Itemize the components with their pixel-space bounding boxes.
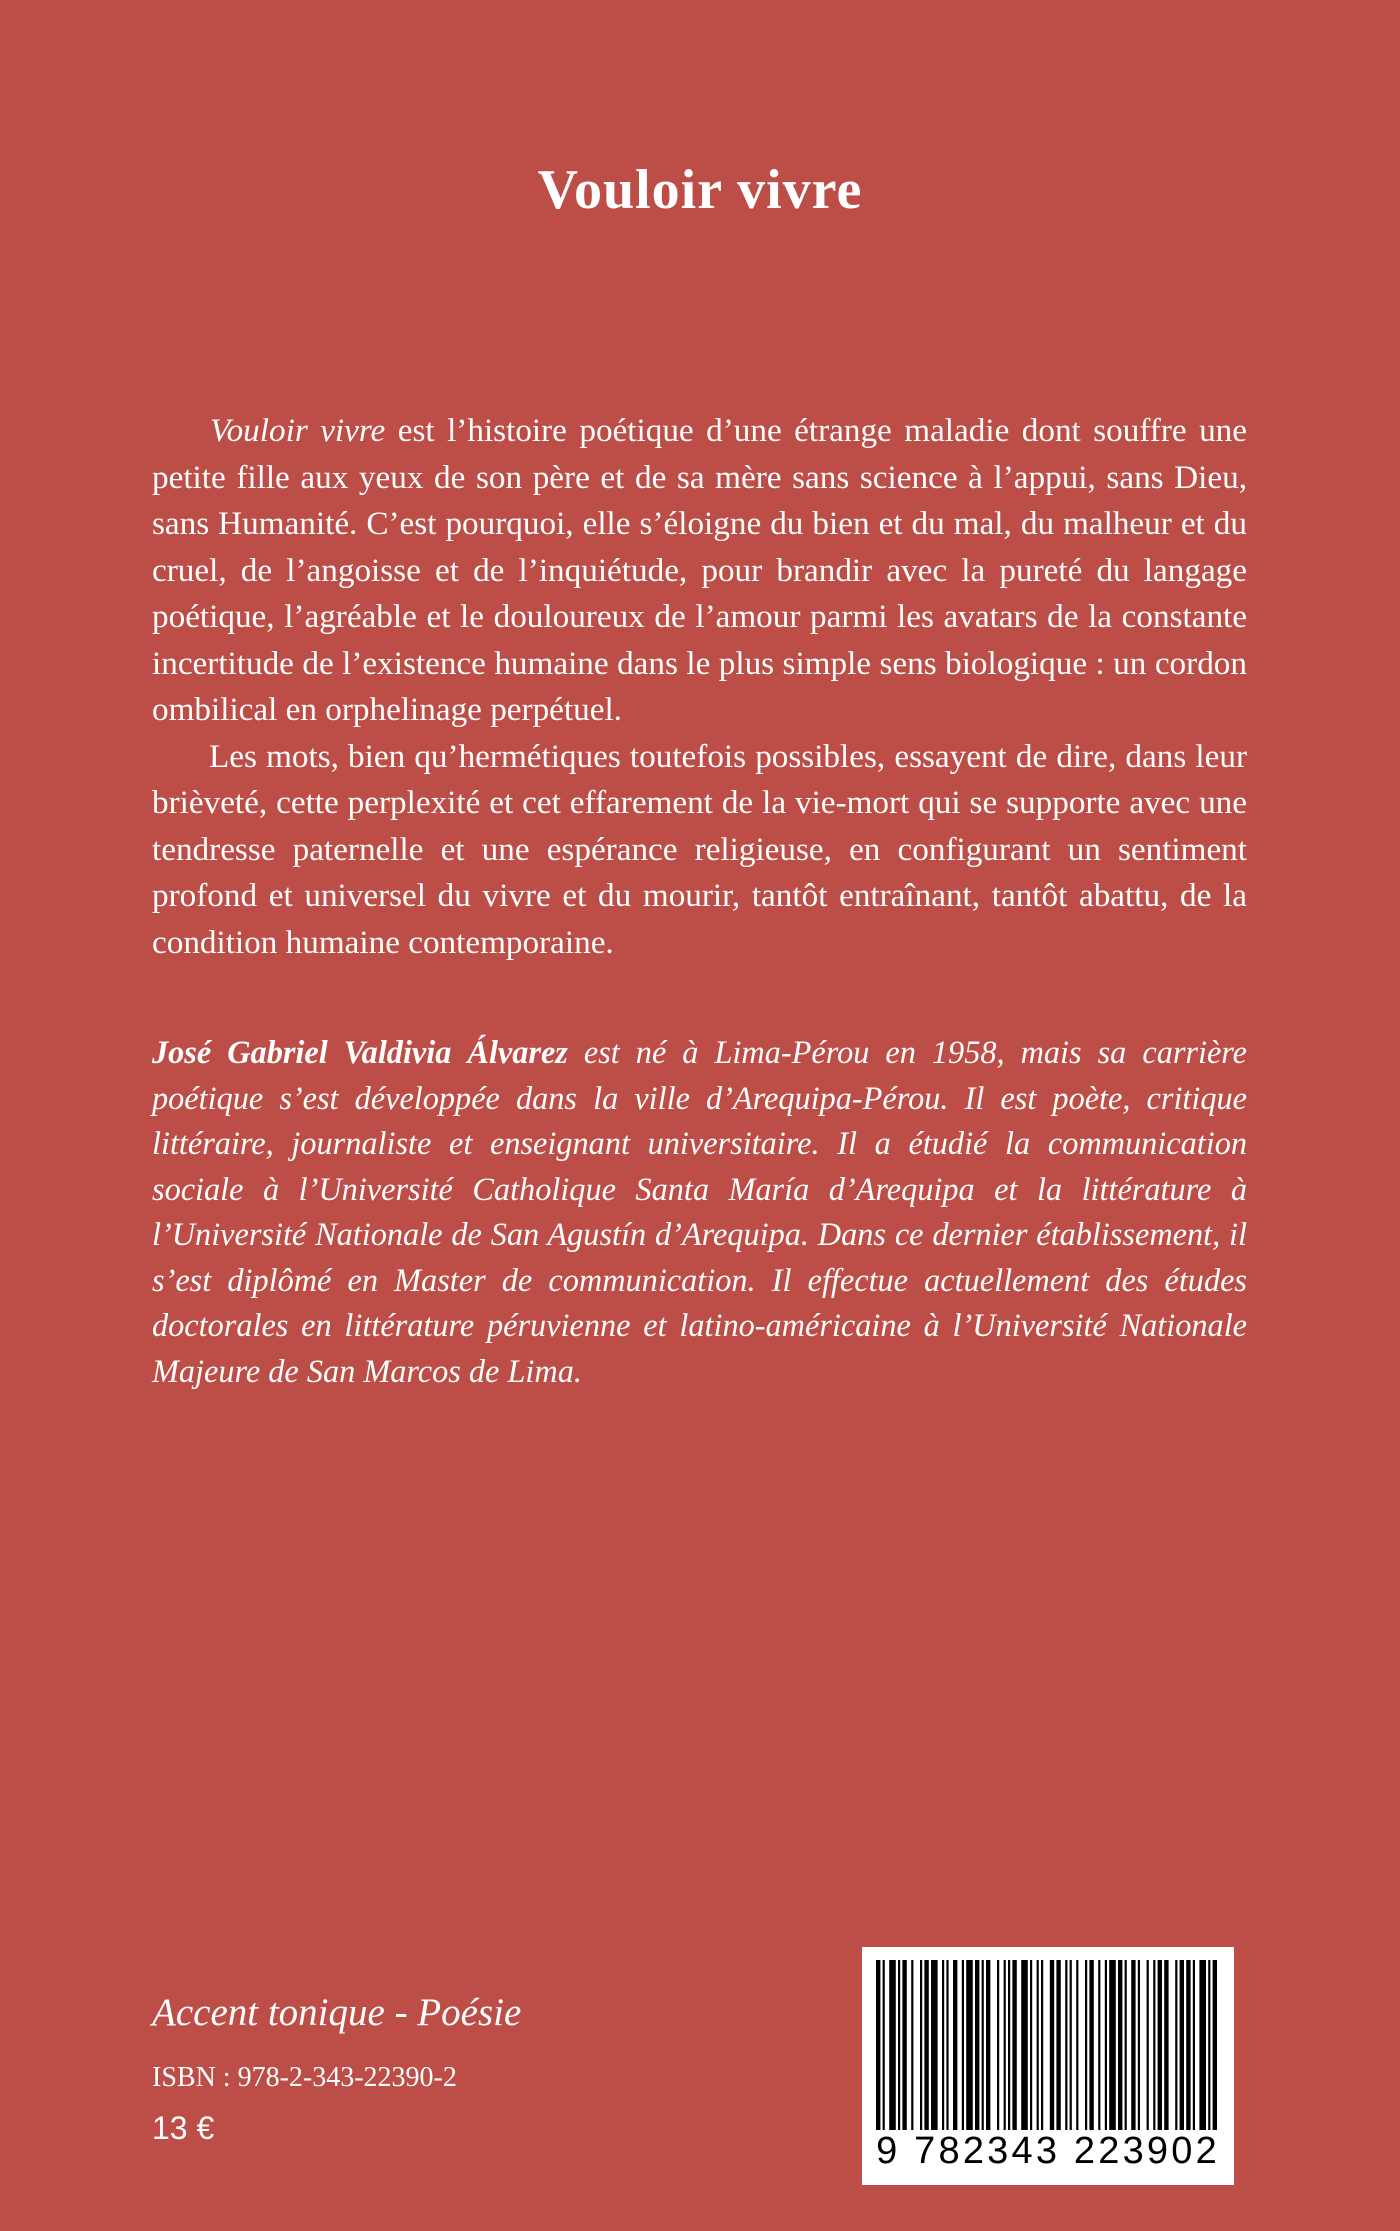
barcode-bar xyxy=(1153,1960,1155,2132)
summary-paragraph-1 xyxy=(152,408,1247,734)
barcode-bar xyxy=(1008,1960,1010,2132)
barcode-bar xyxy=(986,1960,990,2132)
author-bio-paragraph xyxy=(152,1030,1247,1394)
barcode-bar xyxy=(1193,1960,1195,2132)
author-bio xyxy=(152,1030,1247,1394)
author-bio-text: est né à Lima-Pérou en 1958, mais sa carrière poétique s’est développée dans la ville d’Arequipa-Pérou. Il est poète, critique littéraire, journaliste et enseignant universitaire. Il a étudié la communication sociale à l’Université Catholique Santa María d’Arequipa et la littérature à l’Université Nationale de San Agustín d’Arequipa. Dans ce dernier établissement, il s’est diplômé en Master de communication. Il effectue actuellement des études doctorales en littérature péruvienne et latino-américaine à l’Université Nationale Majeure de San Marcos de Lima. xyxy=(152,1034,1247,1389)
barcode-bar xyxy=(1056,1960,1060,2132)
summary-paragraph-2: Les mots, bien qu’hermétiques toutefois possibles, essayent de dire, dans leur brièveté, cette perplexité et cet effarement de la vie-mort qui se supporte avec une tendresse paternelle et une espérance religieuse, en configurant un sentiment profond et universel du vivre et du mourir, tantôt entraînant, tantôt abattu, de la condition humaine contemporaine. xyxy=(152,737,1247,961)
barcode-bar xyxy=(920,1960,922,2132)
barcode-bar xyxy=(997,1960,999,2132)
book-title: Vouloir vivre xyxy=(537,159,863,221)
barcode-bar xyxy=(1118,1960,1122,2132)
barcode-digits: 9 782343 223902 xyxy=(862,2130,1234,2173)
barcode-bar xyxy=(1085,1960,1087,2132)
barcode-bar xyxy=(1070,1960,1072,2132)
barcode-bar xyxy=(966,1960,973,2132)
barcode-bar xyxy=(1213,1960,1217,2132)
barcode-bar xyxy=(1147,1960,1149,2132)
barcode-bar xyxy=(1076,1960,1078,2132)
barcode-bar xyxy=(931,1960,938,2132)
barcode-bar xyxy=(898,1960,900,2132)
barcode-bar xyxy=(1125,1960,1127,2132)
barcode-bar xyxy=(975,1960,979,2132)
barcode-bar xyxy=(1131,1960,1135,2132)
barcode-bar xyxy=(1050,1960,1054,2132)
barcode-bar xyxy=(1158,1960,1162,2132)
summary-text xyxy=(152,408,1247,966)
barcode-bar xyxy=(953,1960,957,2132)
barcode-bar xyxy=(1208,1960,1210,2132)
barcode-bar xyxy=(1164,1960,1168,2132)
barcode-bar xyxy=(1186,1960,1190,2132)
barcode-bar xyxy=(883,1960,885,2132)
barcode-bar xyxy=(889,1960,896,2132)
barcode-bar xyxy=(1021,1960,1028,2132)
summary-title-italic: Vouloir vivre xyxy=(210,412,386,449)
barcode-bar xyxy=(1105,1960,1107,2132)
collection-name: Accent tonique - Poésie xyxy=(152,1991,522,2034)
barcode xyxy=(862,1947,1234,2185)
barcode-bar xyxy=(924,1960,928,2132)
barcode-bars xyxy=(872,1960,1224,2132)
barcode-bar xyxy=(876,1960,880,2132)
barcode-bar xyxy=(1037,1960,1039,2132)
barcode-bar xyxy=(902,1960,906,2132)
barcode-bar xyxy=(1004,1960,1006,2132)
isbn: ISBN : 978-2-343-22390-2 xyxy=(152,2062,457,2093)
barcode-bar xyxy=(1180,1960,1184,2132)
barcode-bar xyxy=(942,1960,944,2132)
barcode-bar xyxy=(911,1960,913,2132)
price: 13 € xyxy=(152,2110,215,2146)
barcode-bar xyxy=(982,1960,984,2132)
barcode-bar xyxy=(1098,1960,1100,2132)
barcode-bar xyxy=(1109,1960,1116,2132)
barcode-bar xyxy=(1012,1960,1016,2132)
barcode-bar xyxy=(1199,1960,1206,2132)
barcode-bar xyxy=(1089,1960,1093,2132)
author-name: José Gabriel Valdivia Álvarez xyxy=(152,1034,568,1070)
barcode-bar xyxy=(1175,1960,1177,2132)
barcode-bar xyxy=(1041,1960,1043,2132)
barcode-bar xyxy=(946,1960,948,2132)
summary-paragraph-1-text: est l’histoire poétique d’une étrange maladie dont souffre une petite fille aux yeux de son père et de sa mère sans science à l’appui, sans Dieu, sans Humanité. C’est pourquoi, elle s’éloigne du bien et du mal, du malheur et du cruel, de l’angoisse et de l’inquiétude, pour brandir avec la pureté du langage poétique, l’agréable et le douloureux de l’amour parmi les avatars de la constante incertitude de l’existence humaine dans le plus simple sens biologique : un cordon ombilical en orphelinage perpétuel. xyxy=(152,412,1247,728)
barcode-bar xyxy=(1065,1960,1067,2132)
barcode-bar xyxy=(1030,1960,1032,2132)
barcode-bar xyxy=(1138,1960,1140,2132)
barcode-bar xyxy=(962,1960,964,2132)
